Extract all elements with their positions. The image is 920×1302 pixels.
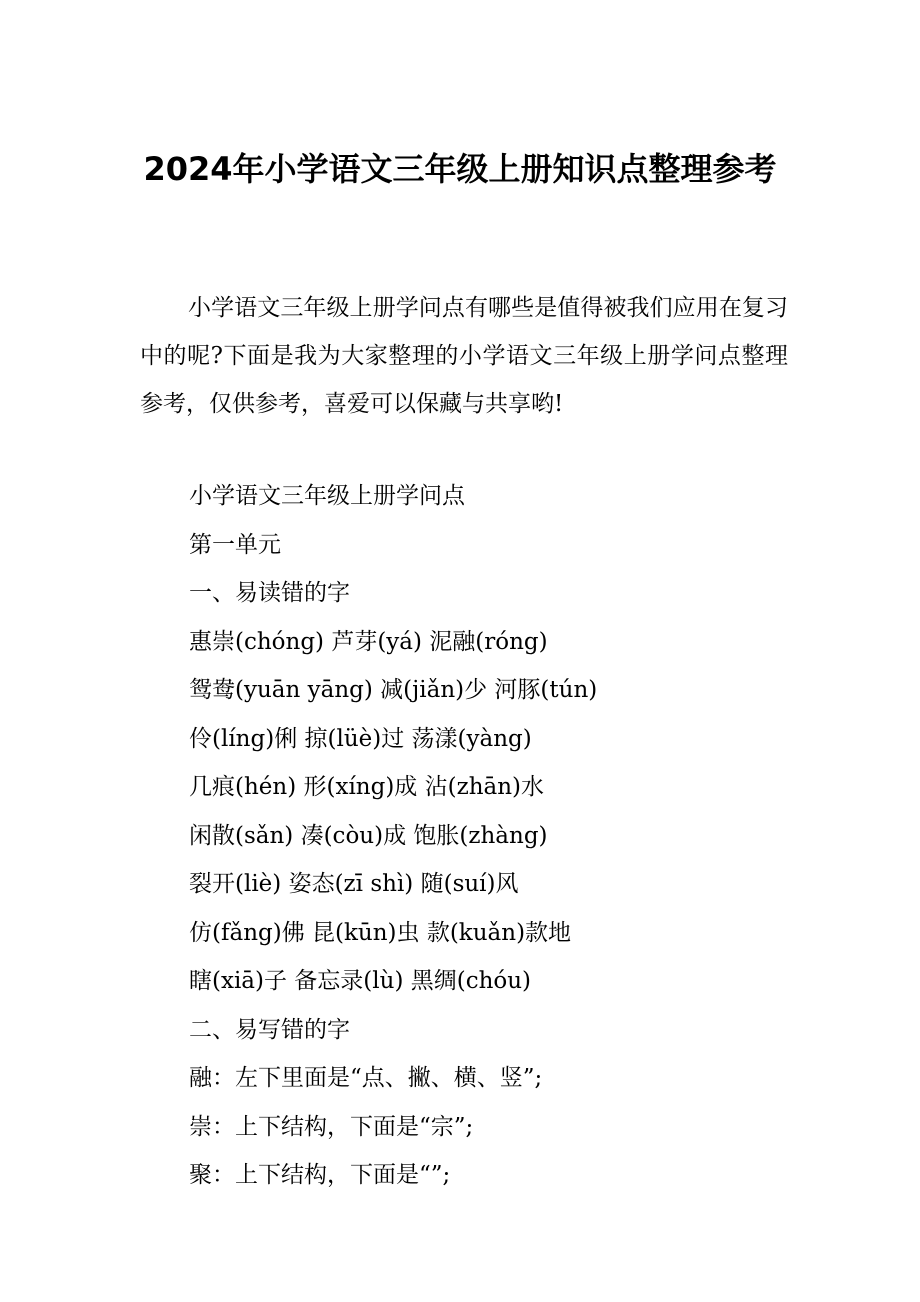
pinyin-line: 伶(líng)俐 掠(lüè)过 荡漾(yàng) [189,725,532,752]
document-title: 2024年小学语文三年级上册知识点整理参考 [143,150,777,188]
writing-note-line: 融：左下里面是“点、撇、横、竖”; [189,1065,543,1091]
pinyin-line: 仿(fǎng)佛 昆(kūn)虫 款(kuǎn)款地 [189,919,572,946]
subheading-misread-chars: 一、易读错的字 [189,580,350,606]
subheading-miswritten-chars: 二、易写错的字 [189,1016,350,1043]
section-heading: 小学语文三年级上册学问点 [189,483,465,509]
pinyin-line: 闲散(sǎn) 凑(còu)成 饱胀(zhàng) [189,822,548,849]
content-lines [189,472,789,1200]
pinyin-line: 几痕(hén) 形(xíng)成 沾(zhān)水 [189,774,545,800]
intro-paragraph: 小学语文三年级上册学问点有哪些是值得被我们应用在复习中的呢?下面是我为大家整理的小学语文三年级上册学问点整理参考，仅供参考，喜爱可以保藏与共享哟! [140,295,788,417]
unit-heading: 第一单元 [189,531,281,558]
pinyin-line: 裂开(liè) 姿态(zī shì) 随(suí)风 [189,871,519,897]
writing-note-line: 聚：上下结构，下面是“”; [189,1162,451,1188]
writing-note-line: 崇：上下结构，下面是“宗”; [189,1113,474,1140]
pinyin-line: 瞎(xiā)子 备忘录(lù) 黑绸(chóu) [189,968,532,994]
pinyin-line: 鸳鸯(yuān yāng) 减(jiǎn)少 河豚(tún) [189,677,598,703]
pinyin-line: 惠崇(chóng) 芦芽(yá) 泥融(róng) [189,628,548,655]
